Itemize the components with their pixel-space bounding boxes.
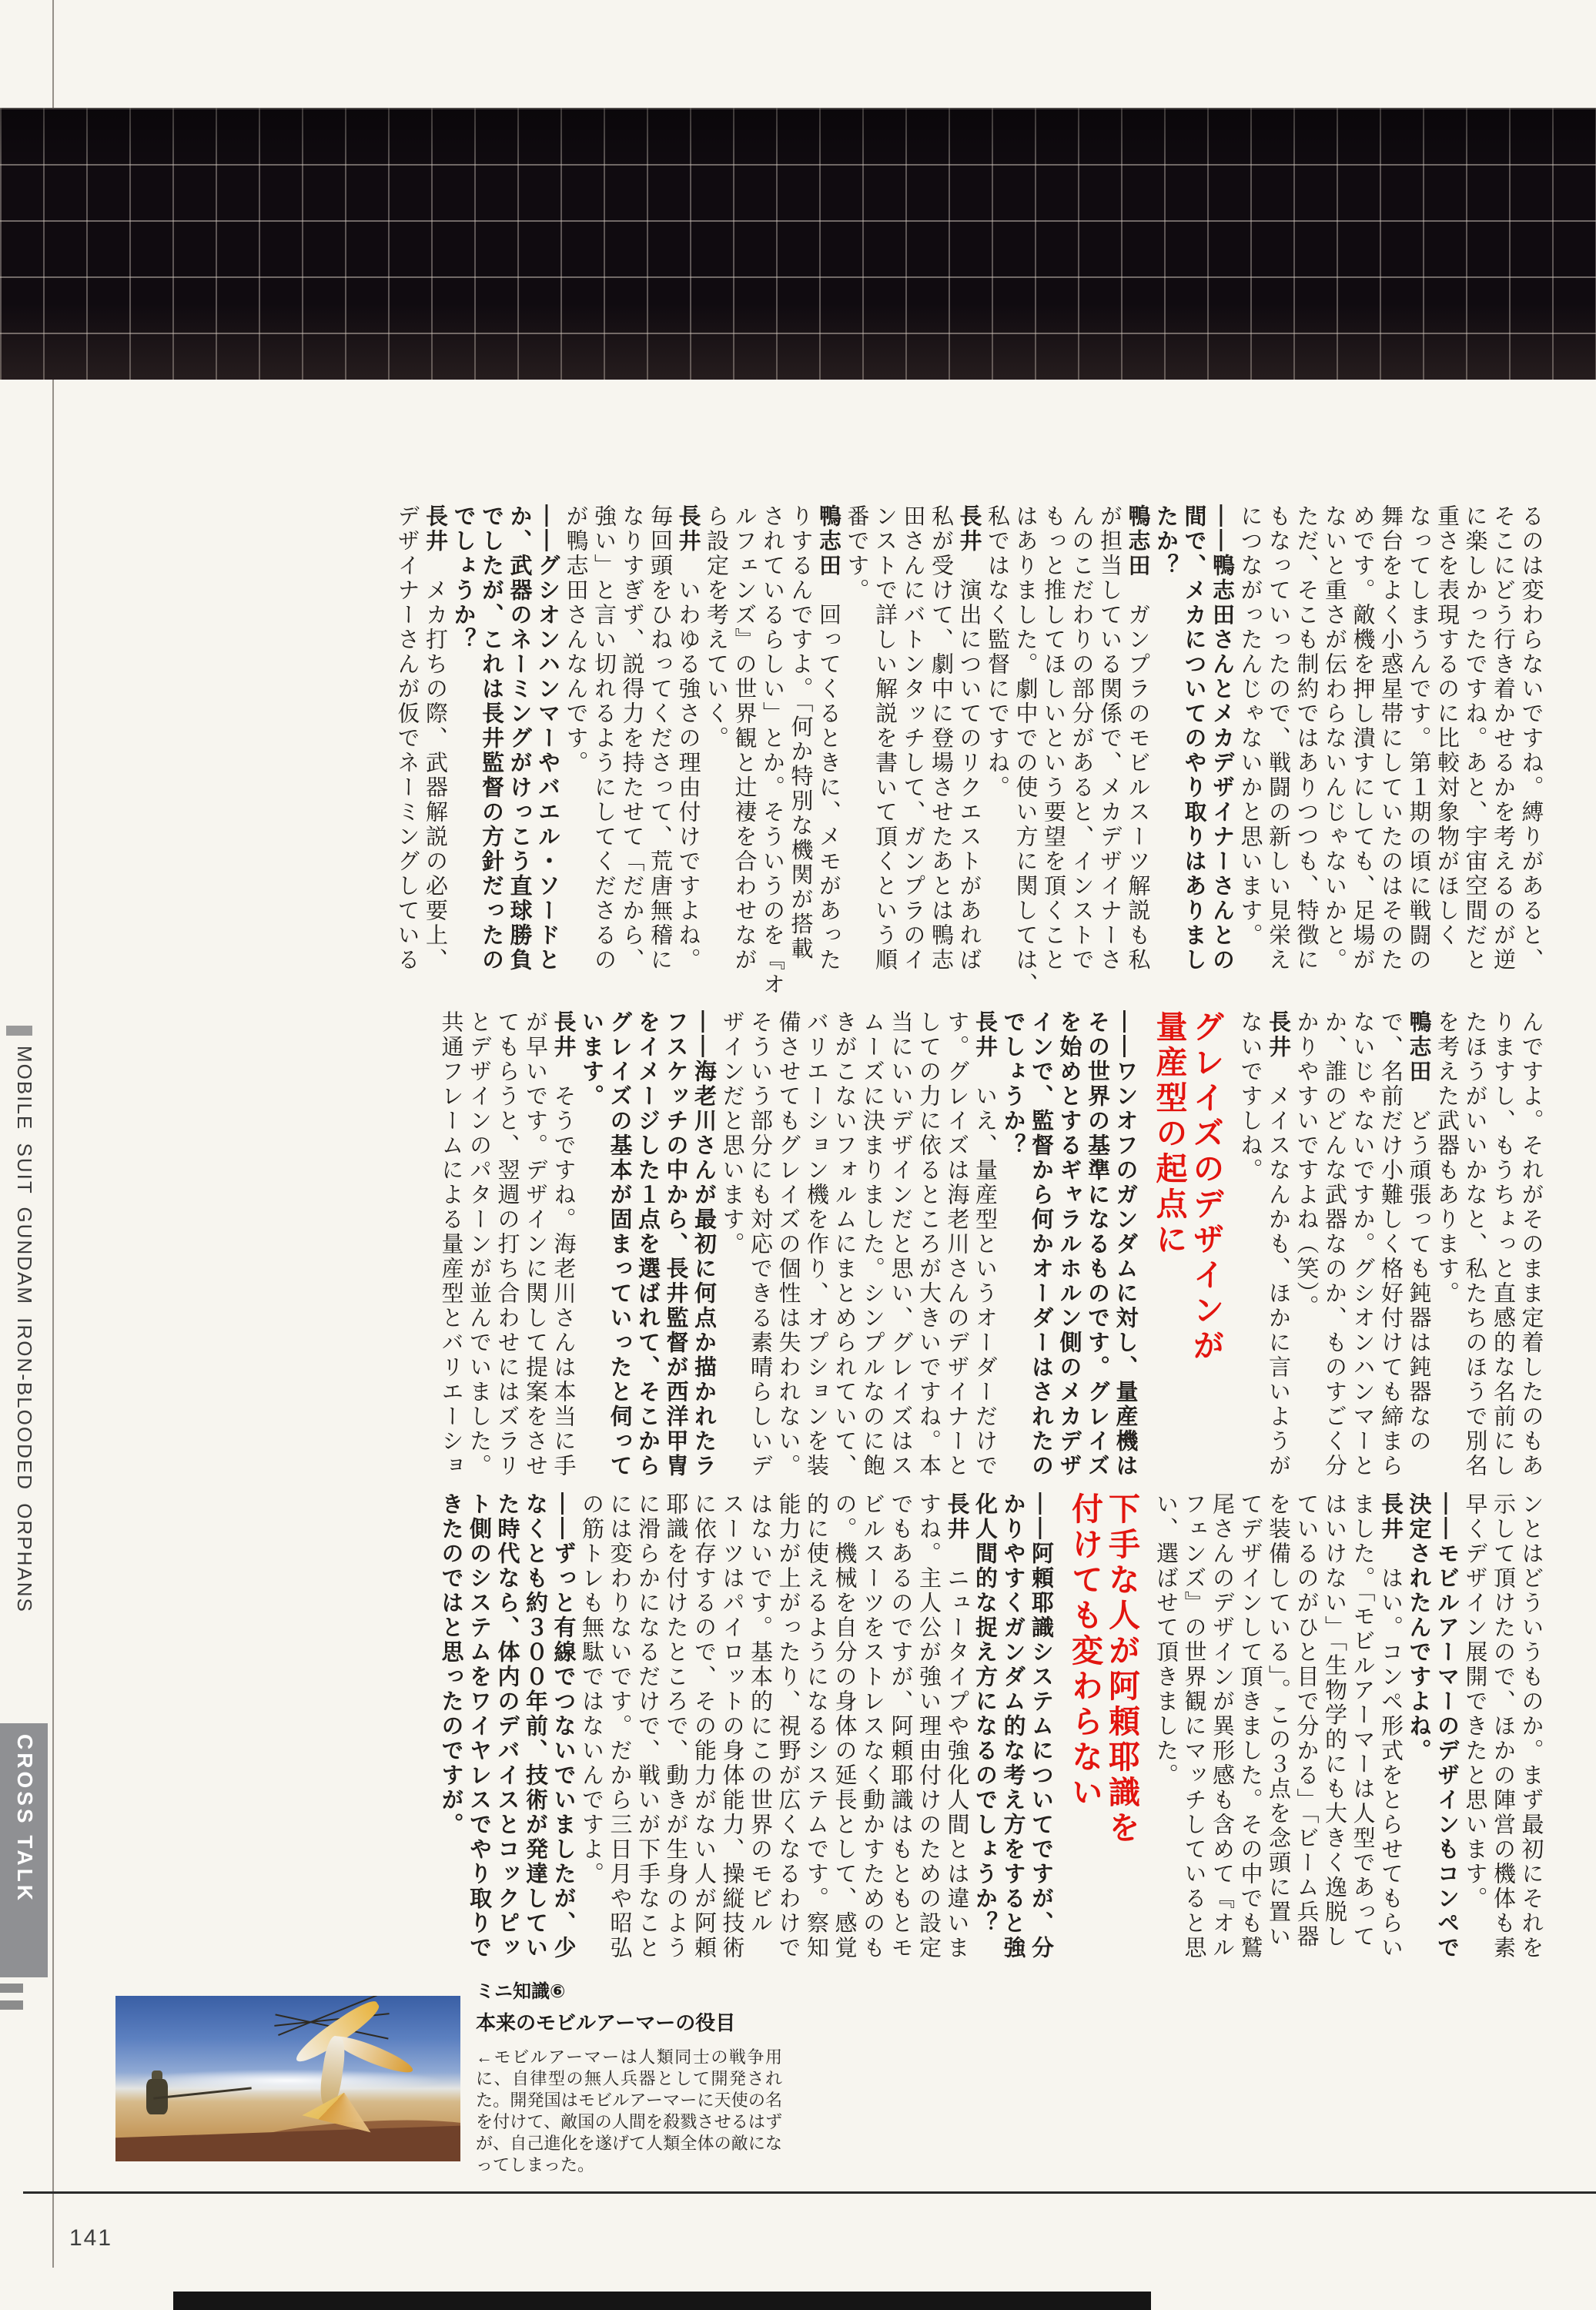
interview-band-3 (108, 1492, 1547, 1989)
text-column: が担当している関係で、メカデザイナーさ (1097, 504, 1122, 973)
section-heading-line: 下手な人が阿頼耶識を (1104, 1492, 1139, 1846)
text-column: るのは変わらないですね。縛りがあると、 (1518, 504, 1544, 973)
speaker-name: 長井 (1266, 1010, 1290, 1060)
text-column: が早いです。デザインに関して提案をさせ (523, 1010, 547, 1478)
text-column: でしょうか？ (450, 504, 476, 652)
text-column: その世界の基準になるものです。グレイズ (1085, 1010, 1109, 1478)
text-column: きがこないフォルムにまとめられていて、 (831, 1010, 857, 1478)
text-column: 示して頂けたので、ほかの陣営の機体も素 (1491, 1492, 1515, 1960)
text-column: てもらうと、翌週の打ち合わせにはズラリ (494, 1010, 520, 1478)
text-column: かりやすいですよね（笑）。 (1293, 1010, 1319, 1320)
text-column: 化人間的な捉え方になるのでしょうか？ (972, 1492, 997, 1936)
speaker-name: 鴨志田 (1125, 504, 1150, 578)
text-column: 毎回頭をひねってくださって、荒唐無稽に (647, 504, 672, 973)
text-column: ――海老川さんが最初に何点か描かれたラ (691, 1010, 716, 1478)
cloud-haze (132, 2069, 443, 2092)
text-column: りますし、もうちょっと直感的な名前にし (1491, 1010, 1515, 1478)
text-column: でもあるのですが、阿頼耶識はもともとモ (888, 1492, 913, 1960)
text-column: 当にいいデザインだと思い、グレイズはス (888, 1010, 913, 1478)
text-column: ないと重さが伝わらないんじゃないかと。 (1322, 504, 1347, 973)
text-column: か、武器のネーミングがけっこう直球勝負 (507, 504, 532, 973)
text-column: ルフェンズ』の世界観と辻褄を合わせなが (731, 504, 757, 973)
text-column: めです。敵機を押し潰すにしても、足場が (1350, 504, 1375, 973)
interview-band-2 (108, 1010, 1547, 1494)
text-column: たほうがいいかなと、私たちのほうで別名 (1462, 1010, 1487, 1478)
text-column: につながったんじゃないかと思います。 (1237, 504, 1263, 948)
text-column: なりすぎず、説得力を持たせて「だから、 (619, 504, 644, 973)
text-column: 鴨志田 どう頑張っても鈍器は鈍器なの (1406, 1010, 1431, 1454)
mini-note-label: ミニ知識⑥ (476, 1981, 566, 2002)
text-column: しての力に依るところが大きいですね。本 (916, 1010, 941, 1478)
text-column: た時代なら、体内のデバイスとコックピッ (494, 1492, 520, 1960)
page-number: 141 (69, 2225, 113, 2251)
text-column: 長井 はい。コンペ形式をとらせてもらい (1378, 1492, 1403, 1960)
text-column: すね。主人公が強い理由付けのための設定 (916, 1492, 941, 1960)
text-column: でしょうか？ (1000, 1010, 1026, 1158)
decorative-grid-banner (0, 108, 1596, 380)
text-column: 長井 演出についてのリクエストがあれば (956, 504, 982, 973)
speaker-name: 長井 (944, 1492, 969, 1542)
text-column: 尾さんのデザインが異形感も含めて『オル (1210, 1492, 1234, 1960)
text-column: ――ずっと有線でつないでいましたが、少 (550, 1492, 576, 1960)
text-column: はありました。劇中での使い方に関しては、 (1012, 504, 1038, 997)
text-column: ――モビルアーマーのデザインもコンペで (1434, 1492, 1459, 1960)
text-column: の筋トレも無駄ではないんですよ。 (579, 1492, 604, 1886)
speaker-name: 長井 (972, 1010, 997, 1060)
text-column: てデザインして頂きました。その中でも鷲 (1237, 1492, 1263, 1960)
text-column: ト側のシステムをワイヤレスでやり取りで (467, 1492, 491, 1960)
text-column: きたのではと思ったのですが。 (438, 1492, 463, 1837)
text-column: スーツはパイロットの身体能力、操縦技術 (719, 1492, 744, 1960)
text-column: ――グシオンハンマーやバエル・ソードと (535, 504, 560, 973)
text-column: バリエーション機を作り、オプションを装 (804, 1010, 828, 1478)
text-column: なくとも約３００年前、技術が発達してい (523, 1492, 547, 1960)
text-column: はないです。基本的にこの世界のモビル (748, 1492, 772, 1936)
text-column: の。機械を自分の身体の延長として、感覚 (831, 1492, 857, 1960)
text-column: 長井 メイスなんかも、ほかに言いようが (1266, 1010, 1290, 1478)
text-column: 長井 メカ打ちの際、武器解説の必要上、 (423, 504, 447, 973)
text-column: に依存するので、その能力がない人が阿頼 (691, 1492, 716, 1960)
text-column: を考えた武器もあります。 (1434, 1010, 1459, 1306)
text-column: 長井 そうですね。海老川さんは本当に手 (550, 1010, 576, 1478)
text-column: 長井 いわゆる強さの理由付けですよね。 (675, 504, 701, 973)
text-column: ました。「モビルアーマーは人型であって (1350, 1492, 1375, 1950)
text-column: で、名前だけ小難しく格好付けても締まら (1378, 1010, 1403, 1478)
text-column: 重さを表現するのに比較対象物がほしく (1434, 504, 1459, 948)
section-heading (1069, 1492, 1137, 1989)
text-column: す。グレイズは海老川さんのデザイナーと (944, 1010, 969, 1478)
interview-band-1 (108, 504, 1547, 1014)
text-column: 耶識を付けたところで、動きが生身のよう (663, 1492, 688, 1960)
text-column: 能力が上がったり、視野が広くなるわけで (775, 1492, 801, 1960)
speaker-name: 鴨志田 (816, 504, 841, 578)
sidebar-bar-top (0, 1984, 23, 1993)
text-column: ないじゃないですか。グシオンハンマーと (1350, 1010, 1375, 1478)
text-column: ムーズに決まりました。シンプルなのに飽 (860, 1010, 885, 1478)
text-column: に楽しかったですね。あと、宇宙空間だと (1462, 504, 1487, 973)
text-column: 長井 ニュータイプや強化人間とは違いま (944, 1492, 969, 1960)
sidebar-series-title: MOBILE SUIT GUNDAM IRON-BLOODED ORPHANS (13, 1046, 36, 1613)
text-column: 的に使えるようになるシステムです。察知 (804, 1492, 828, 1960)
section-heading (1153, 1010, 1222, 1494)
text-column: が鴨志田さんなんです。 (563, 504, 588, 775)
text-column: フスケッチの中から、長井監督が西洋甲冑 (663, 1010, 688, 1478)
mini-note-caption (476, 1976, 782, 2176)
mobile-armor-illustration (115, 1996, 460, 2161)
text-column: とデザインのパターンが並んでいました。 (467, 1010, 491, 1478)
text-column: 強い」と言い切れるようにしてくださるの (591, 504, 616, 973)
text-column: ないですしね。 (1237, 1010, 1263, 1183)
text-column: 早くデザイン展開できたと思います。 (1462, 1492, 1487, 1911)
speaker-name: 長井 (423, 504, 447, 554)
text-column: に滑らかになるだけで、戦いが下手なこと (635, 1492, 660, 1960)
text-column: 鴨志田 ガンプラのモビルスーツ解説も私 (1125, 504, 1150, 973)
speaker-name: 長井 (956, 504, 982, 554)
sidebar-marker (6, 1026, 32, 1036)
text-column: んですよ。それがそのまま定着したのもあ (1518, 1010, 1544, 1478)
text-column: をイメージした１点を選ばれて、そこから (635, 1010, 660, 1478)
text-column: 私ではなく監督にですね。 (985, 504, 1009, 800)
text-column: ら設定を考えていく。 (704, 504, 728, 751)
text-column: ただ、そこも制約ではありつつも、特徴に (1293, 504, 1319, 973)
sidebar-bar-bottom (0, 2000, 23, 2010)
text-column: なってしまうんです。第１期の頃に戦闘の (1406, 504, 1431, 973)
text-column: もっと推してほしいという要望を頂くこと (1041, 504, 1066, 973)
text-column: んのこだわりの部分があると、インストで (1069, 504, 1094, 973)
text-column: 番です。 (844, 504, 869, 603)
text-column: でしたが、これは長井監督の方針だったの (479, 504, 504, 973)
mini-note-title: 本来のモビルアーマーの役目 (476, 2011, 736, 2034)
text-column: か、誰のどんな武器なのか、ものすごく分 (1322, 1010, 1347, 1478)
speaker-name: 鴨志田 (1406, 1010, 1431, 1084)
text-column: ンストで詳しい解説を書いて頂くという順 (872, 504, 897, 973)
text-column: ビルスーツをストレスなく動かすためのも (860, 1492, 885, 1960)
text-column: かりやすくガンダム的な考え方をすると強 (1000, 1492, 1026, 1960)
text-column: 舞台をよく小惑星帯にしていたのはそのた (1378, 504, 1403, 973)
text-column: 備させてもグレイズの個性は失われない。 (775, 1010, 801, 1478)
text-column: そこにどう行き着かせるかを考えるのが逆 (1491, 504, 1515, 973)
section-heading-line: 量産型の起点に (1151, 1010, 1187, 1258)
text-column: い、選ばせて頂きました。 (1153, 1492, 1178, 1788)
text-column: ンとはどういうものか。まず最初にそれを (1518, 1492, 1544, 1960)
text-column: グレイズの基本が固まっていったと伺って (607, 1010, 632, 1478)
text-column: を始めとするギャラルホルン側のメカデザ (1056, 1010, 1082, 1478)
text-column: そういう部分にも対応できる素晴らしいデ (748, 1010, 772, 1478)
sidebar-section-tab (0, 1723, 48, 1977)
text-column: ているのがひと目で分かる」「ビーム兵器 (1293, 1492, 1319, 1950)
text-column: 田さんにバトンタッチして、ガンプラのイ (900, 504, 925, 973)
text-column: ――ワンオフのガンダムに対し、量産機は (1113, 1010, 1138, 1478)
text-column: には変わりないです。だから三日月や昭弘 (607, 1492, 632, 1960)
text-column: りするんですよ。「何か特別な機関が搭載 (788, 504, 813, 962)
speaker-name: 長井 (1378, 1492, 1403, 1542)
mini-note-body: ←モビルアーマーは人類同士の戦争用に、自律型の無人兵器として開発された。開発国はモビルアーマーに天使の名を付けて、敵国の人間を殺戮させるはずが、自己進化を遂げて人類全体の敵になってしまった。 (476, 2047, 782, 2174)
section-heading-line: 付けても変わらない (1067, 1492, 1102, 1811)
text-column: います。 (579, 1010, 604, 1109)
text-column: もなっていったので、戦闘の新しい見栄え (1266, 504, 1290, 973)
text-column: 間で、メカについてのやり取りはありまし (1181, 504, 1206, 973)
text-column: 私が受けて、劇中に登場させたあとは鴨志 (928, 504, 953, 973)
bottom-scan-strip (173, 2292, 1151, 2310)
text-column: を装備している」。この３点を念頭に置い (1266, 1492, 1290, 1950)
text-column: はいけない」「生物学的にも大きく逸脱し (1322, 1492, 1347, 1950)
text-column: たか？ (1153, 504, 1178, 578)
speaker-name: 長井 (550, 1010, 576, 1060)
text-column: 共通フレームによる量産型とバリエーショ (438, 1010, 463, 1478)
text-column: デザイナーさんが仮でネーミングしている (394, 504, 420, 973)
text-column: フェンズ』の世界観にマッチしていると思 (1181, 1492, 1206, 1960)
text-column: されているらしい」とか。そういうのを『オ (760, 504, 785, 997)
text-column: ――鴨志田さんとメカデザイナーさんとの (1210, 504, 1234, 973)
text-column: ザインだと思います。 (719, 1010, 744, 1257)
text-column: 決定されたんですよね。 (1406, 1492, 1431, 1763)
speaker-name: 長井 (675, 504, 701, 554)
text-column: インで、監督から何かオーダーはされたの (1029, 1010, 1053, 1478)
text-column: 鴨志田 回ってくるときに、メモがあった (816, 504, 841, 973)
section-heading-line: グレイズのデザインが (1188, 1010, 1224, 1364)
text-column: ――阿頼耶識システムについてですが、分 (1029, 1492, 1053, 1960)
sidebar-section-tab-label: CROSS TALK (13, 1734, 37, 1903)
footer-rule (23, 2191, 1596, 2194)
text-column: 長井 いえ、量産型というオーダーだけで (972, 1010, 997, 1478)
